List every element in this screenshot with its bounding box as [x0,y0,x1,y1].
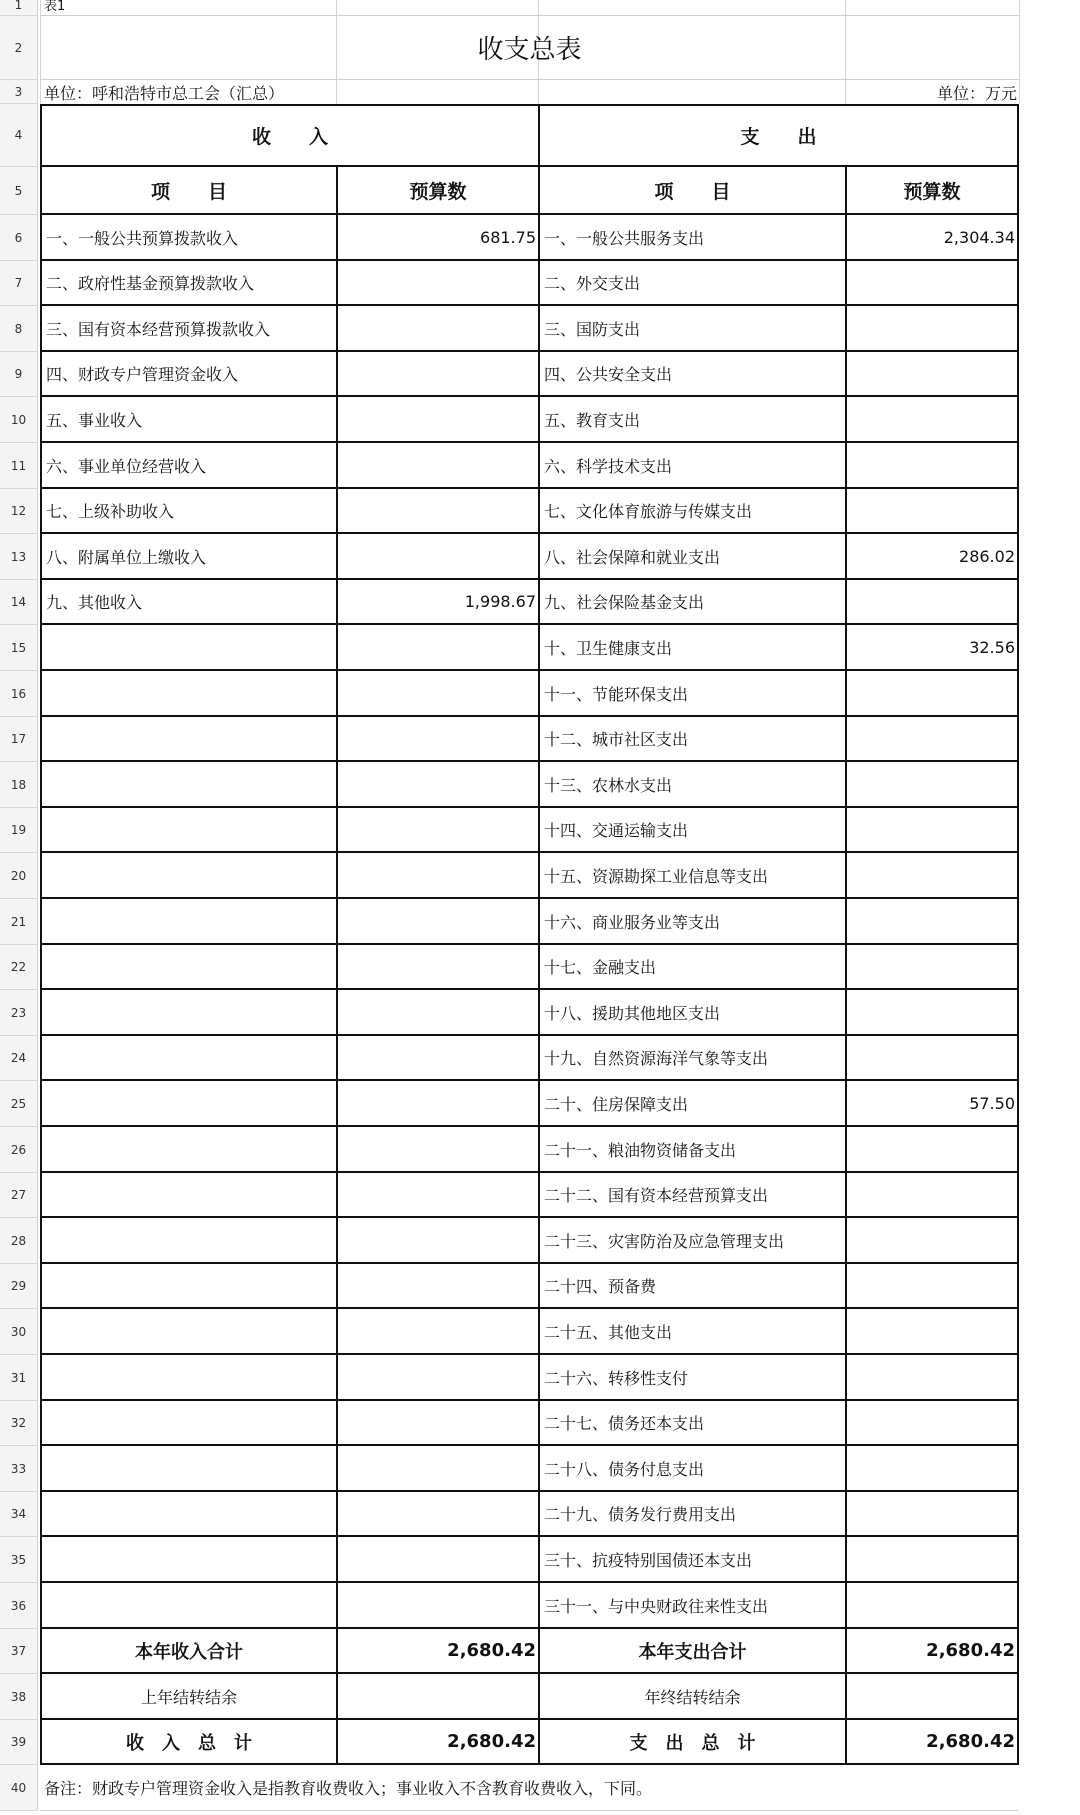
row-number[interactable]: 16 [0,671,38,717]
income-item-cell[interactable] [40,1492,336,1537]
income-item-cell[interactable]: 六、事业单位经营收入 [40,443,336,489]
row-number[interactable]: 18 [0,762,38,808]
total-income-label: 本年收入合计 [40,1629,336,1674]
carry-prev-value[interactable] [336,1674,538,1720]
income-value-cell[interactable] [336,489,538,534]
row-number[interactable]: 26 [0,1127,38,1173]
carry-end-value[interactable] [845,1674,1019,1720]
expense-item-cell[interactable]: 六、科学技术支出 [538,443,845,489]
row-number[interactable]: 19 [0,808,38,853]
income-value-cell[interactable] [336,1036,538,1081]
income-item-cell[interactable] [40,945,336,990]
income-item-cell[interactable] [40,1173,336,1218]
expense-item-cell[interactable]: 二十二、国有资本经营预算支出 [538,1173,845,1218]
row-number[interactable]: 36 [0,1583,38,1629]
expense-value-cell[interactable] [845,580,1019,625]
grand-income-label: 收 入 总 计 [40,1720,336,1765]
income-value-cell[interactable] [336,1264,538,1309]
income-item-cell[interactable] [40,1309,336,1355]
income-item-cell[interactable]: 八、附属单位上缴收入 [40,534,336,580]
expense-value-cell[interactable] [845,853,1019,899]
income-item-cell[interactable] [40,1127,336,1173]
expense-item-cell[interactable]: 十三、农林水支出 [538,762,845,808]
row-number[interactable]: 23 [0,990,38,1036]
expense-item-cell[interactable]: 二十五、其他支出 [538,1309,845,1355]
row-number[interactable]: 34 [0,1492,38,1537]
expense-item-cell[interactable]: 四、公共安全支出 [538,352,845,397]
income-value-cell[interactable] [336,1492,538,1537]
expense-item-header: 项 目 [538,167,845,215]
income-item-cell[interactable] [40,808,336,853]
expense-value-cell[interactable] [845,1583,1019,1629]
sheet-tab-label[interactable]: 表1 [40,0,1019,16]
income-value-cell[interactable]: 1,998.67 [336,580,538,625]
expense-item-cell[interactable]: 三十一、与中央财政往来性支出 [538,1583,845,1629]
expense-item-cell[interactable]: 二十三、灾害防治及应急管理支出 [538,1218,845,1264]
expense-value-cell[interactable] [845,397,1019,443]
total-expense-value[interactable]: 2,680.42 [845,1629,1019,1674]
page-title: 收支总表 [40,16,1019,80]
expense-item-cell[interactable]: 二十一、粮油物资储备支出 [538,1127,845,1173]
expense-item-cell[interactable]: 二十四、预备费 [538,1264,845,1309]
income-value-cell[interactable] [336,808,538,853]
row-number[interactable]: 11 [0,443,38,489]
income-value-cell[interactable] [336,534,538,580]
expense-value-cell[interactable] [845,1264,1019,1309]
expense-value-cell[interactable] [845,489,1019,534]
income-item-cell[interactable] [40,1583,336,1629]
expense-value-cell[interactable] [845,1401,1019,1446]
income-value-cell[interactable] [336,762,538,808]
expense-item-cell[interactable]: 十六、商业服务业等支出 [538,899,845,945]
expense-item-cell[interactable]: 七、文化体育旅游与传媒支出 [538,489,845,534]
expense-item-cell[interactable]: 十二、城市社区支出 [538,717,845,762]
income-value-cell[interactable] [336,1401,538,1446]
income-value-cell[interactable] [336,717,538,762]
expense-item-cell[interactable]: 二十六、转移性支付 [538,1355,845,1401]
income-value-cell[interactable] [336,352,538,397]
income-value-cell[interactable] [336,1081,538,1127]
income-value-cell[interactable] [336,899,538,945]
row-number[interactable]: 31 [0,1355,38,1401]
income-item-cell[interactable] [40,1401,336,1446]
grand-income-value[interactable]: 2,680.42 [336,1720,538,1765]
expense-item-cell[interactable]: 十九、自然资源海洋气象等支出 [538,1036,845,1081]
income-value-cell[interactable] [336,990,538,1036]
income-value-cell[interactable] [336,853,538,899]
row-number[interactable]: 3 [0,80,38,104]
row-number[interactable]: 14 [0,580,38,625]
expense-value-cell[interactable] [845,1492,1019,1537]
row-number[interactable]: 29 [0,1264,38,1309]
expense-value-cell[interactable]: 57.50 [845,1081,1019,1127]
income-item-cell[interactable]: 五、事业收入 [40,397,336,443]
total-expense-label: 本年支出合计 [538,1629,845,1674]
row-number[interactable]: 8 [0,306,38,352]
grand-expense-label: 支 出 总 计 [538,1720,845,1765]
expense-item-cell[interactable]: 八、社会保障和就业支出 [538,534,845,580]
expense-value-cell[interactable] [845,1127,1019,1173]
row-number[interactable]: 22 [0,945,38,990]
expense-value-cell[interactable]: 2,304.34 [845,215,1019,261]
income-value-cell[interactable] [336,1127,538,1173]
expense-item-cell[interactable]: 二、外交支出 [538,261,845,306]
expense-item-cell[interactable]: 一、一般公共服务支出 [538,215,845,261]
expense-item-cell[interactable]: 九、社会保险基金支出 [538,580,845,625]
income-value-cell[interactable] [336,1583,538,1629]
expense-item-cell[interactable]: 十七、金融支出 [538,945,845,990]
row-number[interactable]: 4 [0,104,38,167]
expense-section-header: 支 出 [538,104,1019,167]
income-item-cell[interactable] [40,671,336,717]
income-item-cell[interactable]: 一、一般公共预算拨款收入 [40,215,336,261]
expense-value-cell[interactable] [845,717,1019,762]
income-item-cell[interactable]: 七、上级补助收入 [40,489,336,534]
income-value-cell[interactable] [336,261,538,306]
unit-currency-label: 单位：万元 [936,83,1017,103]
row-number[interactable]: 40 [0,1765,38,1811]
expense-budget-header: 预算数 [845,167,1019,215]
expense-value-cell[interactable] [845,352,1019,397]
row-number[interactable]: 35 [0,1537,38,1583]
row-number[interactable]: 20 [0,853,38,899]
grand-expense-value[interactable]: 2,680.42 [845,1720,1019,1765]
income-item-cell[interactable] [40,1537,336,1583]
row-number[interactable]: 28 [0,1218,38,1264]
row-number[interactable]: 6 [0,215,38,261]
expense-item-cell[interactable]: 十八、援助其他地区支出 [538,990,845,1036]
row-number[interactable]: 12 [0,489,38,534]
expense-item-cell[interactable]: 三十、抗疫特别国债还本支出 [538,1537,845,1583]
income-item-cell[interactable] [40,853,336,899]
income-value-cell[interactable] [336,397,538,443]
expense-item-cell[interactable]: 二十八、债务付息支出 [538,1446,845,1492]
row-number[interactable]: 39 [0,1720,38,1765]
income-value-cell[interactable] [336,625,538,671]
expense-value-cell[interactable] [845,1446,1019,1492]
row-number[interactable]: 25 [0,1081,38,1127]
row-number[interactable]: 5 [0,167,38,215]
expense-value-cell[interactable] [845,990,1019,1036]
income-item-cell[interactable]: 四、财政专户管理资金收入 [40,352,336,397]
expense-item-cell[interactable]: 十四、交通运输支出 [538,808,845,853]
income-value-cell[interactable] [336,671,538,717]
row-number[interactable]: 13 [0,534,38,580]
row-number[interactable]: 17 [0,717,38,762]
income-item-cell[interactable] [40,762,336,808]
income-item-cell[interactable]: 九、其他收入 [40,580,336,625]
row-number[interactable]: 32 [0,1401,38,1446]
row-number[interactable]: 33 [0,1446,38,1492]
row-number[interactable]: 1 [0,0,38,16]
row-number[interactable]: 7 [0,261,38,306]
income-item-cell[interactable] [40,1446,336,1492]
unit-org-label: 单位：呼和浩特市总工会（汇总） [44,83,285,103]
income-value-cell[interactable] [336,1355,538,1401]
income-budget-header: 预算数 [336,167,538,215]
expense-item-cell[interactable]: 二十九、债务发行费用支出 [538,1492,845,1537]
income-value-cell[interactable] [336,1537,538,1583]
income-value-cell[interactable]: 681.75 [336,215,538,261]
income-item-cell[interactable] [40,1081,336,1127]
expense-item-cell[interactable]: 五、教育支出 [538,397,845,443]
row-number[interactable]: 21 [0,899,38,945]
expense-value-cell[interactable] [845,1173,1019,1218]
income-value-cell[interactable] [336,1218,538,1264]
expense-value-cell[interactable] [845,808,1019,853]
carry-prev-label: 上年结转结余 [40,1674,336,1720]
row-number[interactable]: 38 [0,1674,38,1720]
total-income-value[interactable]: 2,680.42 [336,1629,538,1674]
expense-value-cell[interactable] [845,261,1019,306]
expense-value-cell[interactable] [845,671,1019,717]
row-number[interactable]: 37 [0,1629,38,1674]
income-item-header: 项 目 [40,167,336,215]
income-item-cell[interactable] [40,625,336,671]
row-number[interactable]: 24 [0,1036,38,1081]
income-item-cell[interactable] [40,1036,336,1081]
income-item-cell[interactable] [40,1264,336,1309]
expense-value-cell[interactable]: 32.56 [845,625,1019,671]
income-item-cell[interactable]: 二、政府性基金预算拨款收入 [40,261,336,306]
grid-line [1019,0,1020,104]
row-number[interactable]: 2 [0,16,38,80]
expense-item-cell[interactable]: 三、国防支出 [538,306,845,352]
income-item-cell[interactable] [40,1218,336,1264]
expense-value-cell[interactable] [845,1355,1019,1401]
expense-value-cell[interactable] [845,443,1019,489]
income-value-cell[interactable] [336,1309,538,1355]
income-section-header: 收 入 [40,104,538,167]
income-value-cell[interactable] [336,1173,538,1218]
expense-item-cell[interactable]: 二十七、债务还本支出 [538,1401,845,1446]
expense-item-cell[interactable]: 十、卫生健康支出 [538,625,845,671]
expense-value-cell[interactable] [845,945,1019,990]
expense-item-cell[interactable]: 十一、节能环保支出 [538,671,845,717]
row-number[interactable]: 30 [0,1309,38,1355]
income-value-cell[interactable] [336,945,538,990]
carry-end-label: 年终结转结余 [538,1674,845,1720]
row-number[interactable]: 9 [0,352,38,397]
expense-value-cell[interactable] [845,1537,1019,1583]
income-value-cell[interactable] [336,1446,538,1492]
income-item-cell[interactable] [40,990,336,1036]
expense-value-cell[interactable] [845,1036,1019,1081]
income-item-cell[interactable] [40,899,336,945]
expense-value-cell[interactable] [845,306,1019,352]
income-value-cell[interactable] [336,306,538,352]
income-item-cell[interactable] [40,1355,336,1401]
income-item-cell[interactable]: 三、国有资本经营预算拨款收入 [40,306,336,352]
row-number[interactable]: 27 [0,1173,38,1218]
expense-item-cell[interactable]: 十五、资源勘探工业信息等支出 [538,853,845,899]
row-number[interactable]: 10 [0,397,38,443]
income-value-cell[interactable] [336,443,538,489]
expense-value-cell[interactable] [845,762,1019,808]
income-item-cell[interactable] [40,717,336,762]
expense-value-cell[interactable]: 286.02 [845,534,1019,580]
expense-item-cell[interactable]: 二十、住房保障支出 [538,1081,845,1127]
expense-value-cell[interactable] [845,1309,1019,1355]
expense-value-cell[interactable] [845,899,1019,945]
row-number[interactable]: 15 [0,625,38,671]
footnote: 备注：财政专户管理资金收入是指教育收费收入；事业收入不含教育收费收入，下同。 [40,1765,1019,1811]
expense-value-cell[interactable] [845,1218,1019,1264]
